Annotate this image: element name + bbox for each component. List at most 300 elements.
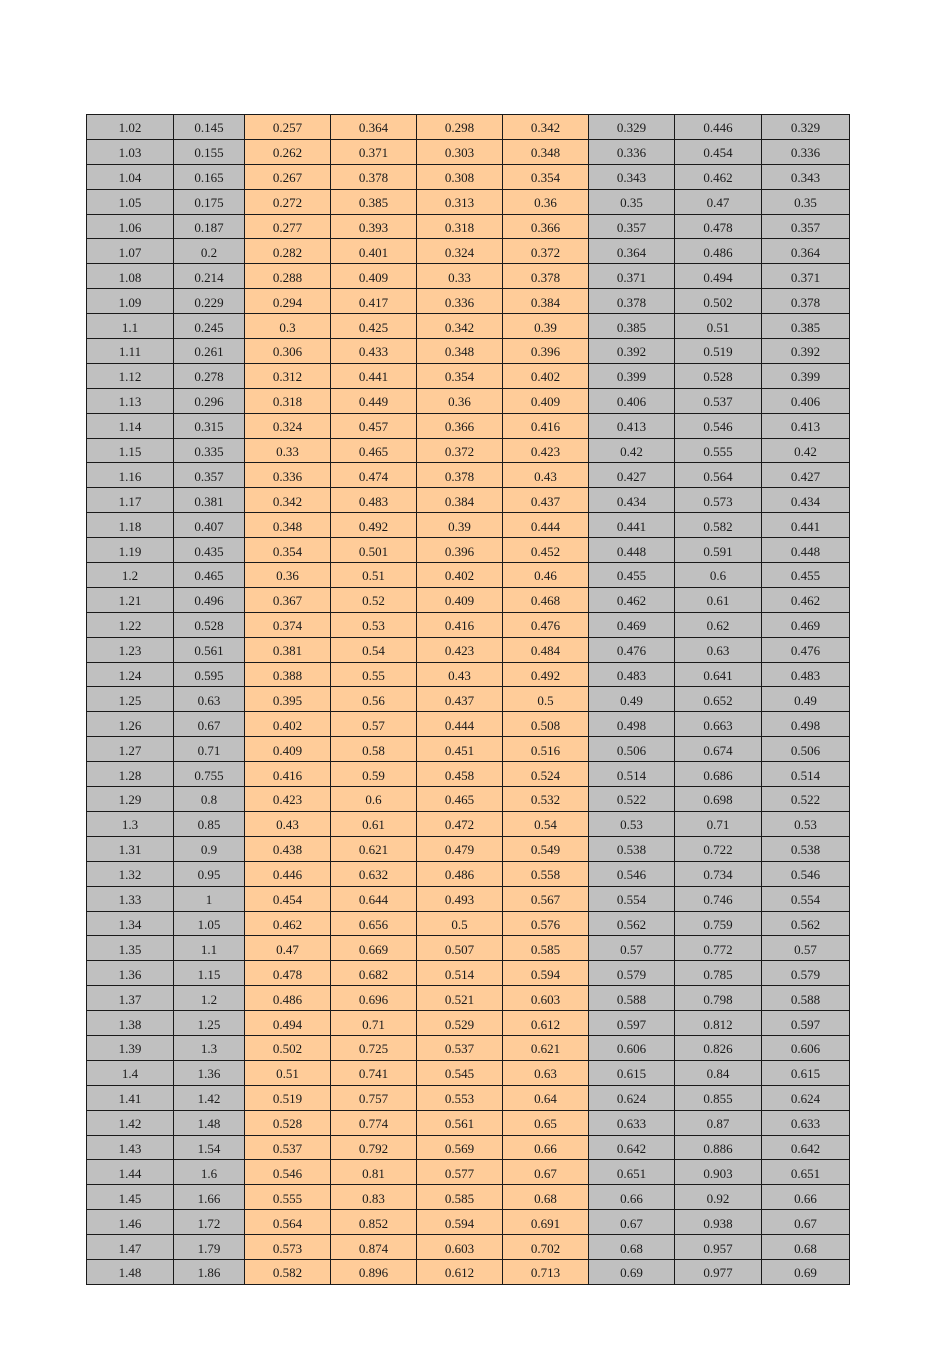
table-cell: 0.425 [331,314,417,339]
table-cell: 0.384 [417,488,503,513]
row-key-cell: 1.19 [87,538,174,563]
table-cell: 0.632 [331,861,417,886]
table-cell: 0.66 [503,1135,589,1160]
row-key-cell: 1.29 [87,787,174,812]
table-cell: 0.381 [174,488,245,513]
table-row [87,314,850,339]
table-cell: 0.68 [589,1235,675,1260]
table-cell: 0.385 [762,314,850,339]
row-key-cell: 1.27 [87,737,174,762]
table-cell: 0.549 [503,836,589,861]
row-key-cell: 1.14 [87,413,174,438]
table-cell: 0.348 [503,139,589,164]
table-cell: 0.514 [762,762,850,787]
table-cell: 0.43 [503,463,589,488]
table-cell: 0.315 [174,413,245,438]
table-cell: 0.35 [762,189,850,214]
row-key-cell: 1.16 [87,463,174,488]
table-row [87,513,850,538]
table-cell: 0.42 [589,438,675,463]
row-key-cell: 1.45 [87,1185,174,1210]
data-table [86,114,850,1285]
table-row [87,762,850,787]
table-cell: 0.606 [589,1035,675,1060]
table-cell: 0.354 [417,363,503,388]
table-cell: 0.306 [245,339,331,364]
table-cell: 0.5 [417,911,503,936]
table-row [87,986,850,1011]
table-cell: 0.462 [589,587,675,612]
table-cell: 0.372 [417,438,503,463]
table-cell: 0.502 [675,289,762,314]
table-cell: 0.455 [762,563,850,588]
table-cell: 0.702 [503,1235,589,1260]
table-cell: 0.546 [675,413,762,438]
table-cell: 0.53 [331,612,417,637]
table-cell: 0.342 [245,488,331,513]
table-cell: 0.538 [762,836,850,861]
table-cell: 0.371 [589,264,675,289]
table-cell: 0.521 [417,986,503,1011]
table-cell: 0.53 [762,811,850,836]
table-cell: 0.633 [762,1110,850,1135]
table-cell: 1.05 [174,911,245,936]
table-cell: 0.402 [417,563,503,588]
table-cell: 0.483 [331,488,417,513]
table-cell: 0.435 [174,538,245,563]
table-cell: 0.288 [245,264,331,289]
table-cell: 0.444 [503,513,589,538]
row-key-cell: 1.11 [87,339,174,364]
table-cell: 0.367 [245,587,331,612]
table-row [87,339,850,364]
row-key-cell: 1.13 [87,388,174,413]
table-row [87,961,850,986]
table-cell: 0.615 [762,1060,850,1085]
table-cell: 0.498 [589,712,675,737]
table-cell: 0.441 [331,363,417,388]
row-key-cell: 1.21 [87,587,174,612]
table-cell: 0.409 [417,587,503,612]
table-cell: 0.63 [174,687,245,712]
table-cell: 0.406 [762,388,850,413]
row-key-cell: 1.06 [87,214,174,239]
table-cell: 0.562 [589,911,675,936]
table-cell: 0.308 [417,164,503,189]
table-cell: 0.455 [589,563,675,588]
table-cell: 0.478 [245,961,331,986]
table-row [87,189,850,214]
table-row [87,289,850,314]
table-cell: 0.427 [762,463,850,488]
table-row [87,1185,850,1210]
table-cell: 0.396 [417,538,503,563]
table-row [87,363,850,388]
table-cell: 0.342 [417,314,503,339]
table-cell: 0.378 [331,164,417,189]
table-cell: 0.577 [417,1160,503,1185]
table-cell: 0.546 [762,861,850,886]
table-row [87,488,850,513]
table-cell: 0.759 [675,911,762,936]
table-cell: 0.33 [245,438,331,463]
table-cell: 0.47 [245,936,331,961]
table-cell: 0.451 [417,737,503,762]
table-cell: 0.896 [331,1259,417,1284]
table-cell: 1.1 [174,936,245,961]
table-cell: 0.68 [503,1185,589,1210]
table-cell: 0.564 [245,1210,331,1235]
table-row [87,662,850,687]
table-cell: 0.594 [503,961,589,986]
table-cell: 0.357 [589,214,675,239]
table-cell: 0.303 [417,139,503,164]
table-cell: 0.528 [174,612,245,637]
table-row [87,936,850,961]
row-key-cell: 1.46 [87,1210,174,1235]
table-cell: 0.874 [331,1235,417,1260]
row-key-cell: 1.1 [87,314,174,339]
table-cell: 1 [174,886,245,911]
table-cell: 0.633 [589,1110,675,1135]
table-cell: 0.145 [174,115,245,140]
row-key-cell: 1.36 [87,961,174,986]
table-cell: 0.336 [762,139,850,164]
table-cell: 0.229 [174,289,245,314]
table-cell: 0.385 [589,314,675,339]
table-cell: 0.417 [331,289,417,314]
table-cell: 0.591 [675,538,762,563]
table-cell: 0.434 [589,488,675,513]
table-row [87,1160,850,1185]
table-row [87,214,850,239]
table-cell: 0.585 [417,1185,503,1210]
table-cell: 0.329 [762,115,850,140]
table-row [87,1035,850,1060]
table-cell: 0.407 [174,513,245,538]
table-cell: 0.537 [675,388,762,413]
table-cell: 0.83 [331,1185,417,1210]
table-cell: 0.68 [762,1235,850,1260]
table-cell: 0.342 [503,115,589,140]
table-cell: 0.46 [503,563,589,588]
row-key-cell: 1.04 [87,164,174,189]
table-cell: 0.343 [762,164,850,189]
table-cell: 0.413 [762,413,850,438]
table-cell: 0.669 [331,936,417,961]
table-cell: 0.95 [174,861,245,886]
table-cell: 1.48 [174,1110,245,1135]
table-row [87,139,850,164]
table-cell: 0.396 [503,339,589,364]
table-cell: 0.698 [675,787,762,812]
table-cell: 0.47 [675,189,762,214]
row-key-cell: 1.25 [87,687,174,712]
table-cell: 0.651 [762,1160,850,1185]
table-cell: 0.53 [589,811,675,836]
table-cell: 0.399 [589,363,675,388]
table-cell: 0.621 [503,1035,589,1060]
table-cell: 0.484 [503,637,589,662]
table-cell: 0.553 [417,1085,503,1110]
table-cell: 0.416 [503,413,589,438]
table-cell: 0.522 [762,787,850,812]
table-cell: 0.357 [174,463,245,488]
row-key-cell: 1.15 [87,438,174,463]
table-row [87,612,850,637]
table-cell: 0.423 [503,438,589,463]
table-cell: 0.3 [245,314,331,339]
table-cell: 0.66 [762,1185,850,1210]
table-cell: 0.409 [245,737,331,762]
table-cell: 0.9 [174,836,245,861]
row-key-cell: 1.31 [87,836,174,861]
table-cell: 0.63 [503,1060,589,1085]
table-cell: 0.67 [503,1160,589,1185]
table-cell: 0.36 [417,388,503,413]
table-cell: 0.366 [417,413,503,438]
table-cell: 0.579 [762,961,850,986]
table-cell: 0.642 [762,1135,850,1160]
table-cell: 0.354 [245,538,331,563]
table-cell: 0.69 [762,1259,850,1284]
table-cell: 0.366 [503,214,589,239]
table-cell: 0.364 [589,239,675,264]
table-cell: 0.313 [417,189,503,214]
table-row [87,1259,850,1284]
table-row [87,1011,850,1036]
table-cell: 0.175 [174,189,245,214]
table-cell: 0.43 [417,662,503,687]
table-cell: 0.502 [245,1035,331,1060]
table-cell: 0.516 [503,737,589,762]
table-cell: 0.55 [331,662,417,687]
table-row [87,737,850,762]
table-cell: 0.624 [589,1085,675,1110]
table-cell: 0.469 [589,612,675,637]
table-cell: 0.402 [503,363,589,388]
table-cell: 0.755 [174,762,245,787]
table-cell: 0.58 [331,737,417,762]
table-cell: 0.8 [174,787,245,812]
table-cell: 0.57 [762,936,850,961]
table-cell: 0.579 [589,961,675,986]
row-key-cell: 1.2 [87,563,174,588]
table-cell: 0.656 [331,911,417,936]
table-cell: 0.446 [675,115,762,140]
table-cell: 0.457 [331,413,417,438]
table-cell: 0.348 [245,513,331,538]
row-key-cell: 1.18 [87,513,174,538]
table-cell: 0.378 [503,264,589,289]
table-cell: 0.187 [174,214,245,239]
table-cell: 0.372 [503,239,589,264]
table-cell: 0.558 [503,861,589,886]
table-cell: 0.272 [245,189,331,214]
table-cell: 0.433 [331,339,417,364]
row-key-cell: 1.22 [87,612,174,637]
table-cell: 0.357 [762,214,850,239]
table-cell: 0.434 [762,488,850,513]
table-cell: 0.792 [331,1135,417,1160]
table-cell: 0.561 [417,1110,503,1135]
row-key-cell: 1.34 [87,911,174,936]
table-cell: 0.245 [174,314,245,339]
table-cell: 0.71 [174,737,245,762]
table-cell: 0.6 [675,563,762,588]
table-cell: 0.42 [762,438,850,463]
table-row [87,836,850,861]
row-key-cell: 1.43 [87,1135,174,1160]
table-cell: 1.25 [174,1011,245,1036]
table-cell: 0.392 [589,339,675,364]
table-cell: 0.651 [589,1160,675,1185]
table-cell: 0.746 [675,886,762,911]
table-cell: 0.69 [589,1259,675,1284]
table-cell: 1.36 [174,1060,245,1085]
table-cell: 0.546 [589,861,675,886]
row-key-cell: 1.44 [87,1160,174,1185]
table-cell: 0.406 [589,388,675,413]
table-cell: 0.409 [503,388,589,413]
table-cell: 0.52 [331,587,417,612]
table-cell: 1.86 [174,1259,245,1284]
table-cell: 0.364 [331,115,417,140]
table-cell: 1.54 [174,1135,245,1160]
table-cell: 0.621 [331,836,417,861]
table-cell: 0.51 [331,563,417,588]
table-cell: 0.476 [589,637,675,662]
table-cell: 0.641 [675,662,762,687]
table-row [87,1110,850,1135]
table-cell: 0.478 [675,214,762,239]
table-row [87,264,850,289]
table-cell: 0.486 [675,239,762,264]
table-cell: 0.492 [331,513,417,538]
table-cell: 0.278 [174,363,245,388]
table-cell: 0.493 [417,886,503,911]
table-cell: 0.392 [762,339,850,364]
table-cell: 0.486 [245,986,331,1011]
table-cell: 0.427 [589,463,675,488]
table-row [87,1210,850,1235]
table-cell: 0.734 [675,861,762,886]
table-cell: 0.395 [245,687,331,712]
table-row [87,587,850,612]
table-cell: 0.399 [762,363,850,388]
table-cell: 0.561 [174,637,245,662]
table-cell: 0.318 [245,388,331,413]
table-cell: 0.812 [675,1011,762,1036]
table-cell: 0.545 [417,1060,503,1085]
table-cell: 0.81 [331,1160,417,1185]
table-cell: 0.402 [245,712,331,737]
table-cell: 0.61 [331,811,417,836]
table-cell: 0.452 [503,538,589,563]
table-cell: 0.39 [417,513,503,538]
table-cell: 0.296 [174,388,245,413]
table-cell: 0.409 [331,264,417,289]
table-row [87,1135,850,1160]
table-cell: 0.624 [762,1085,850,1110]
table-cell: 0.449 [331,388,417,413]
table-cell: 0.329 [589,115,675,140]
table-cell: 1.66 [174,1185,245,1210]
table-cell: 0.165 [174,164,245,189]
table-cell: 0.573 [245,1235,331,1260]
table-cell: 0.66 [589,1185,675,1210]
table-cell: 0.324 [417,239,503,264]
table-cell: 0.33 [417,264,503,289]
table-cell: 0.567 [503,886,589,911]
table-cell: 0.371 [331,139,417,164]
table-cell: 0.294 [245,289,331,314]
table-cell: 0.413 [589,413,675,438]
table-cell: 0.612 [417,1259,503,1284]
row-key-cell: 1.38 [87,1011,174,1036]
table-body [87,115,850,1285]
table-cell: 0.214 [174,264,245,289]
table-cell: 0.785 [675,961,762,986]
table-cell: 0.514 [417,961,503,986]
table-cell: 0.441 [762,513,850,538]
table-cell: 0.522 [589,787,675,812]
table-row [87,861,850,886]
table-cell: 0.444 [417,712,503,737]
table-cell: 0.56 [331,687,417,712]
table-cell: 0.423 [245,787,331,812]
table-cell: 0.39 [503,314,589,339]
table-cell: 0.532 [503,787,589,812]
table-cell: 0.54 [503,811,589,836]
table-cell: 0.508 [503,712,589,737]
table-cell: 0.348 [417,339,503,364]
table-cell: 0.957 [675,1235,762,1260]
table-cell: 0.155 [174,139,245,164]
table-cell: 0.772 [675,936,762,961]
table-cell: 0.393 [331,214,417,239]
table-cell: 0.92 [675,1185,762,1210]
table-cell: 0.335 [174,438,245,463]
table-cell: 0.423 [417,637,503,662]
table-cell: 0.474 [331,463,417,488]
table-cell: 0.691 [503,1210,589,1235]
table-cell: 0.401 [331,239,417,264]
table-cell: 0.595 [174,662,245,687]
table-cell: 0.261 [174,339,245,364]
table-cell: 0.722 [675,836,762,861]
table-cell: 0.35 [589,189,675,214]
table-cell: 0.472 [417,811,503,836]
table-cell: 0.49 [589,687,675,712]
table-cell: 0.336 [417,289,503,314]
table-cell: 0.67 [174,712,245,737]
table-cell: 0.5 [503,687,589,712]
table-cell: 0.364 [762,239,850,264]
table-cell: 0.476 [503,612,589,637]
table-cell: 0.381 [245,637,331,662]
row-key-cell: 1.47 [87,1235,174,1260]
table-cell: 0.674 [675,737,762,762]
table-cell: 0.462 [762,587,850,612]
table-cell: 0.564 [675,463,762,488]
table-cell: 0.886 [675,1135,762,1160]
table-cell: 0.64 [503,1085,589,1110]
table-cell: 0.826 [675,1035,762,1060]
table-cell: 0.642 [589,1135,675,1160]
row-key-cell: 1.17 [87,488,174,513]
row-key-cell: 1.03 [87,139,174,164]
